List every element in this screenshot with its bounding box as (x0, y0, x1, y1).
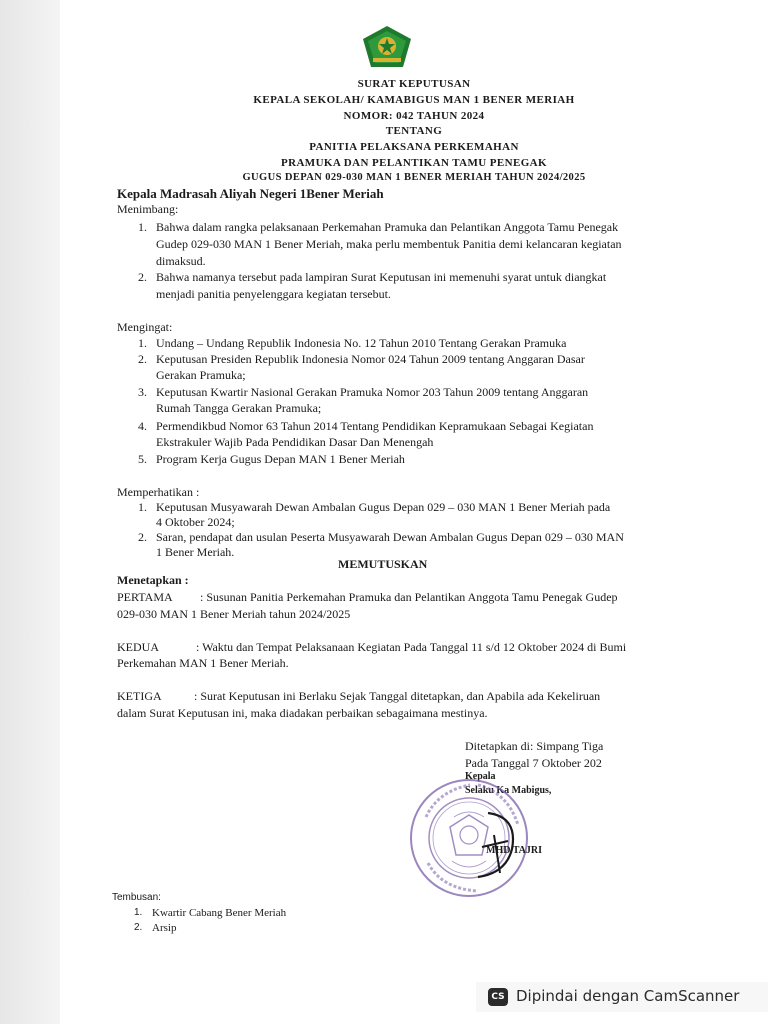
ketiga-line-1: : Surat Keputusan ini Berlaku Sejak Tanggal ditetapkan, dan Apabila ada Kekeliruan (194, 689, 601, 703)
memperhatikan-label: Memperhatikan : (117, 485, 200, 499)
signature-role-2: Selaku Ka Mabigus, (465, 785, 552, 796)
signature-date: Pada Tanggal 7 Oktober 202 (465, 756, 602, 770)
mengingat-item-4-line-1: Permendikbud Nomor 63 Tahun 2014 Tentang Pendidikan Kepramukaan Sebagai Kegiatan (156, 419, 594, 433)
tembusan-item-1-text: Kwartir Cabang Bener Meriah (152, 907, 287, 919)
memperhatikan-item-2-line-1: Saran, pendapat dan usulan Peserta Musyawarah Dewan Ambalan Gugus Depan 029 – 030 MAN (156, 530, 624, 544)
ketiga-line-2: dalam Surat Keputusan ini, maka diadakan perbaikan sebagaimana mestinya. (117, 706, 488, 720)
camscanner-icon: CS (488, 988, 508, 1006)
official-stamp (408, 777, 530, 899)
mengingat-item-3-line-2: Rumah Tangga Gerakan Pramuka; (156, 401, 322, 415)
memperhatikan-item-2-line-2: 1 Bener Meriah. (156, 545, 235, 559)
tembusan-item-2-num: 2. (134, 922, 143, 933)
kedua-label: KEDUA (117, 640, 159, 654)
addressee: Kepala Madrasah Aliyah Negeri 1Bener Meriah (117, 186, 384, 201)
pertama-line-2: 029-030 MAN 1 Bener Meriah tahun 2024/2025 (117, 607, 351, 621)
menimbang-item-1-line-1: Bahwa dalam rangka pelaksanaan Perkemahan Pramuka dan Pelantikan Anggota Tamu Penegak (156, 220, 619, 234)
camscanner-text: Dipindai dengan CamScanner (516, 987, 740, 1005)
mengingat-item-2-line-2: Gerakan Pramuka; (156, 368, 246, 382)
memperhatikan-item-1-line-2: 4 Oktober 2024; (156, 515, 235, 529)
menimbang-label: Menimbang: (117, 202, 179, 216)
kedua-line-2: Perkemahan MAN 1 Bener Meriah. (117, 656, 289, 670)
menimbang-item-1-line-3: dimaksud. (156, 254, 206, 268)
mengingat-item-5-num: 5. (138, 452, 147, 466)
menimbang-item-2-line-2: menjadi panitia penyelenggara kegiatan tersebut. (156, 287, 391, 301)
mengingat-item-4-line-2: Ekstrakuler Wajib Pada Pendidikan Dasar Dan Menengah (156, 435, 434, 449)
signature-role-1: Kepala (465, 771, 496, 782)
menimbang-item-2-num: 2. (138, 270, 147, 284)
decision-heading: MEMUTUSKAN (338, 557, 428, 571)
mengingat-item-4-num: 4. (138, 419, 147, 433)
letter-about: TENTANG (385, 125, 443, 137)
kedua-line-1: : Waktu dan Tempat Pelaksanaan Kegiatan Pada Tanggal 11 s/d 12 Oktober 2024 di Bumi (196, 640, 627, 654)
menimbang-item-1-line-2: Gudep 029-030 MAN 1 Bener Meriah, maka perlu membentuk Panitia demi kelancaran kegiatan (156, 237, 622, 251)
tembusan-item-2-text: Arsip (152, 922, 177, 934)
ketiga-label: KETIGA (117, 689, 162, 703)
mengingat-item-1-num: 1. (138, 336, 147, 350)
memperhatikan-item-1-num: 1. (138, 500, 147, 514)
scan-left-shadow (0, 0, 60, 1024)
mengingat-item-3-line-1: Keputusan Kwartir Nasional Gerakan Pramuka Nomor 203 Tahun 2009 tentang Anggaran (156, 385, 589, 399)
tembusan-label: Tembusan: (112, 892, 161, 903)
letter-subject-1: PANITIA PELAKSANA PERKEMAHAN (309, 141, 519, 153)
letter-number: NOMOR: 042 TAHUN 2024 (343, 110, 485, 122)
pertama-label: PERTAMA (117, 590, 173, 604)
mengingat-item-5-line-1: Program Kerja Gugus Depan MAN 1 Bener Meriah (156, 452, 405, 466)
signatory-name: MHD TAJRI (486, 845, 543, 856)
menetapkan-label: Menetapkan : (117, 573, 189, 587)
mengingat-item-2-num: 2. (138, 352, 147, 366)
mengingat-item-1-line-1: Undang – Undang Republik Indonesia No. 12 Tahun 2010 Tentang Gerakan Pramuka (156, 336, 567, 350)
ministry-logo (361, 25, 413, 69)
pertama-line-1: : Susunan Panitia Perkemahan Pramuka dan Pelantikan Anggota Tamu Penegak Gudep (200, 590, 618, 604)
memperhatikan-item-2-num: 2. (138, 530, 147, 544)
letter-subject-2: PRAMUKA DAN PELANTIKAN TAMU PENEGAK (281, 157, 547, 169)
menimbang-item-1-num: 1. (138, 220, 147, 234)
letter-title: SURAT KEPUTUSAN (357, 78, 471, 90)
memperhatikan-item-1-line-1: Keputusan Musyawarah Dewan Ambalan Gugus Depan 029 – 030 MAN 1 Bener Meriah pada (156, 500, 611, 514)
camscanner-watermark (476, 982, 768, 1012)
menimbang-item-2-line-1: Bahwa namanya tersebut pada lampiran Surat Keputusan ini memenuhi syarat untuk diangkat (156, 270, 607, 284)
letter-issuer: KEPALA SEKOLAH/ KAMABIGUS MAN 1 BENER MERIAH (253, 94, 575, 106)
mengingat-label: Mengingat: (117, 320, 173, 334)
document-page (60, 0, 768, 1024)
letter-subject-3: GUGUS DEPAN 029-030 MAN 1 BENER MERIAH TAHUN 2024/2025 (242, 172, 586, 183)
signature-place: Ditetapkan di: Simpang Tiga (465, 739, 604, 753)
mengingat-item-2-line-1: Keputusan Presiden Republik Indonesia Nomor 024 Tahun 2009 tentang Anggaran Dasar (156, 352, 585, 366)
mengingat-item-3-num: 3. (138, 385, 147, 399)
tembusan-item-1-num: 1. (134, 907, 143, 918)
